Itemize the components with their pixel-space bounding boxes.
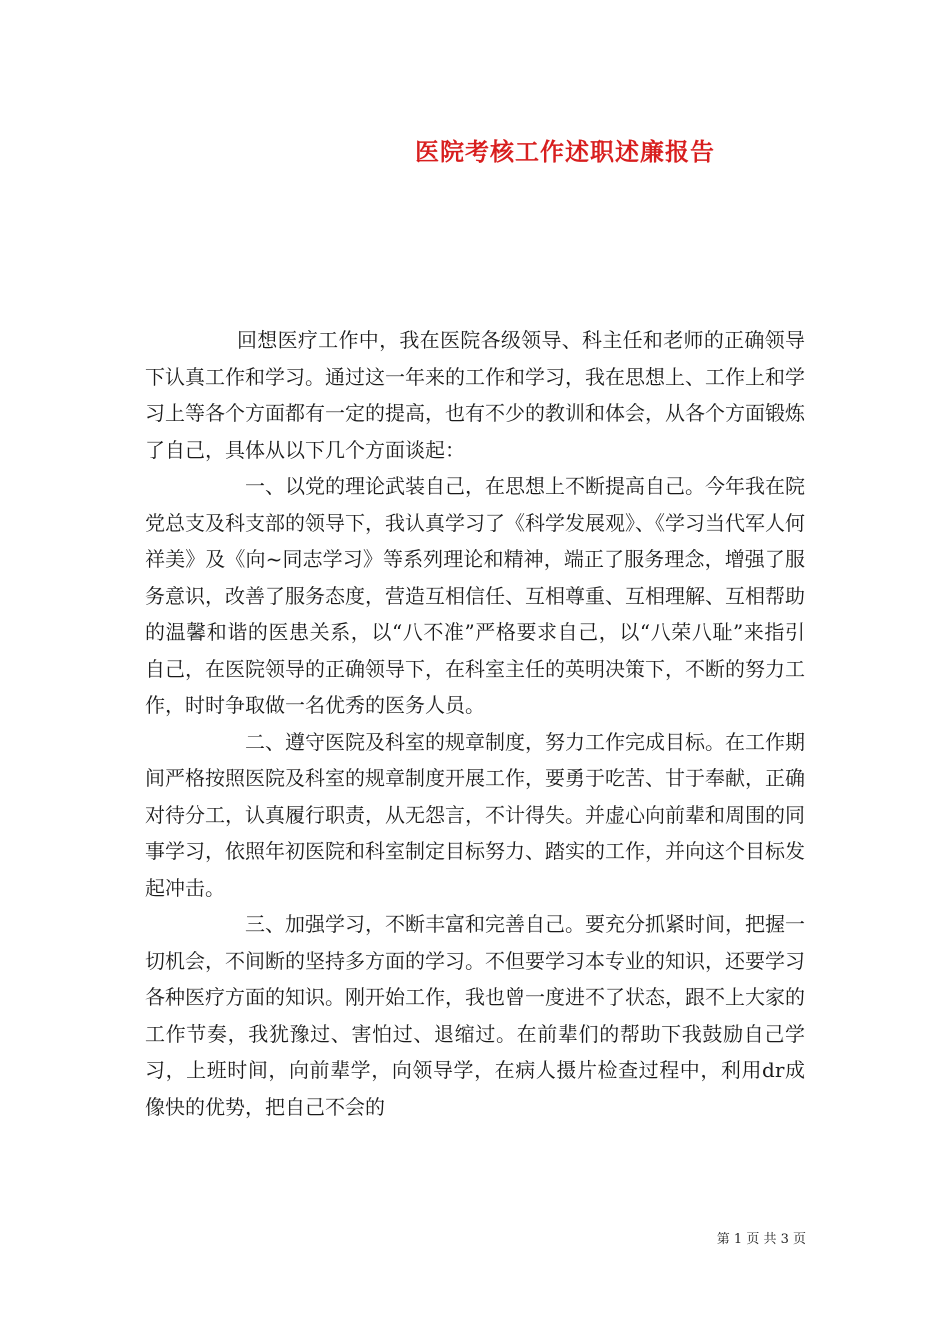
document-body: [145, 322, 805, 1125]
document-title: 医院考核工作述职述廉报告: [415, 137, 715, 166]
paragraph-section-3: 三、加强学习，不断丰富和完善自己。要充分抓紧时间，把握一切机会，不间断的坚持多方面的学习。不但要学习本专业的知识，还要学习各种医疗方面的知识。刚开始工作，我也曾一度进不了状态，跟不上大家的工作节奏，我犹豫过、害怕过、退缩过。在前辈们的帮助下我鼓励自己学习，上班时间，向前辈学，向领导学，在病人摄片检查过程中，利用dr成像快的优势，把自己不会的: [145, 912, 805, 1119]
paragraph-intro: 回想医疗工作中，我在医院各级领导、科主任和老师的正确领导下认真工作和学习。通过这一年来的工作和学习，我在思想上、工作上和学习上等各个方面都有一定的提高，也有不少的教训和体会，从各个方面锻炼了自己，具体从以下几个方面谈起：: [145, 328, 805, 462]
page-number-footer: 第 1 页 共 3 页: [716, 1232, 806, 1247]
paragraph-section-2: 二、遵守医院及科室的规章制度，努力工作完成目标。在工作期间严格按照医院及科室的规章制度开展工作，要勇于吃苦、甘于奉献，正确对待分工，认真履行职责，从无怨言，不计得失。并虚心向前辈和周围的同事学习，依照年初医院和科室制定目标努力、踏实的工作，并向这个目标发起冲击。: [145, 729, 805, 900]
paragraph-section-1: 一、以党的理论武装自己，在思想上不断提高自己。今年我在院党总支及科支部的领导下，我认真学习了《科学发展观》、《学习当代军人何祥美》及《向~同志学习》等系列理论和精神，端正了服务理念，增强了服务意识，改善了服务态度，营造互相信任、互相尊重、互相理解、互相帮助的温馨和谐的医患关系，以“八不准”严格要求自己，以“八荣八耻”来指引自己，在医院领导的正确领导下，在科室主任的英明决策下，不断的努力工作，时时争取做一名优秀的医务人员。: [145, 474, 805, 717]
